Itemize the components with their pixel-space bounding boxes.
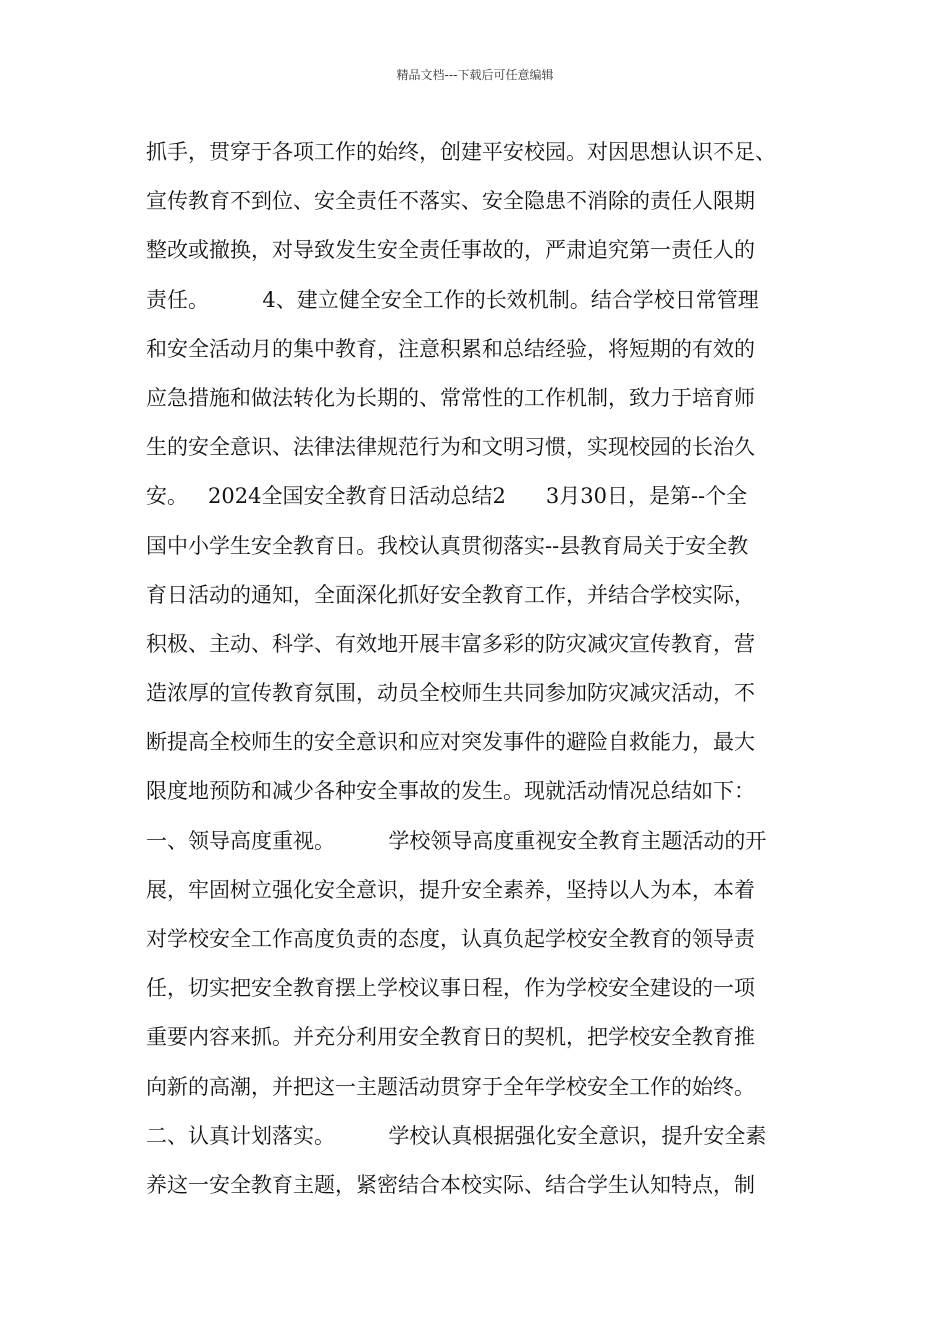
text-line: 重要内容来抓。并充分利用安全教育日的契机，把学校安全教育推 <box>146 1025 755 1050</box>
text-line: 责任。 4、建立健全安全工作的长效机制。结合学校日常管理 <box>146 287 759 312</box>
text-line: 向新的高潮，并把这一主题活动贯穿于全年学校安全工作的始终。 <box>146 1074 755 1099</box>
document-body <box>146 128 826 1210</box>
text-line: 应急措施和做法转化为长期的、常常性的工作机制，致力于培育师 <box>146 385 755 410</box>
text-line: 养这一安全教育主题，紧密结合本校实际、结合学生认知特点，制 <box>146 1172 755 1197</box>
text-line: 育日活动的通知，全面深化抓好安全教育工作，并结合学校实际， <box>146 582 755 607</box>
text-line: 国中小学生安全教育日。我校认真贯彻落实--县教育局关于安全教 <box>146 533 749 558</box>
text-line: 积极、主动、科学、有效地开展丰富多彩的防灾减灾宣传教育，营 <box>146 631 755 656</box>
text-line: 整改或撤换，对导致发生安全责任事故的，严肃追究第一责任人的 <box>146 238 755 263</box>
text-line: 展，牢固树立强化安全意识，提升安全素养，坚持以人为本，本着 <box>146 877 755 902</box>
text-line: 对学校安全工作高度负责的态度，认真负起学校安全教育的领导责 <box>146 927 755 951</box>
text-line: 一、领导高度重视。 学校领导高度重视安全教育主题活动的开 <box>146 828 767 853</box>
text-line: 宣传教育不到位、安全责任不落实、安全隐患不消除的责任人限期 <box>146 189 755 214</box>
text-line: 生的安全意识、法律法律规范行为和文明习惯，实现校园的长治久 <box>146 435 755 460</box>
text-line: 和安全活动月的集中教育，注意积累和总结经验，将短期的有效的 <box>146 336 755 361</box>
text-line: 抓手，贯穿于各项工作的始终，创建平安校园。对因思想认识不足、 <box>146 140 776 164</box>
text-line: 造浓厚的宣传教育氛围，动员全校师生共同参加防灾减灾活动，不 <box>146 681 755 706</box>
page-header: 精品文档---下载后可任意编辑 <box>396 68 554 82</box>
text-line: 断提高全校师生的安全意识和应对突发事件的避险自救能力，最大 <box>146 730 755 755</box>
text-line: 二、认真计划落实。 学校认真根据强化安全意识，提升安全素 <box>146 1123 767 1148</box>
text-line: 任，切实把安全教育摆上学校议事日程，作为学校安全建设的一项 <box>146 976 755 1001</box>
text-line: 安。 2024全国安全教育日活动总结2 3月30日，是第--个全 <box>146 484 748 509</box>
text-line: 限度地预防和减少各种安全事故的发生。现就活动情况总结如下： <box>146 779 755 804</box>
